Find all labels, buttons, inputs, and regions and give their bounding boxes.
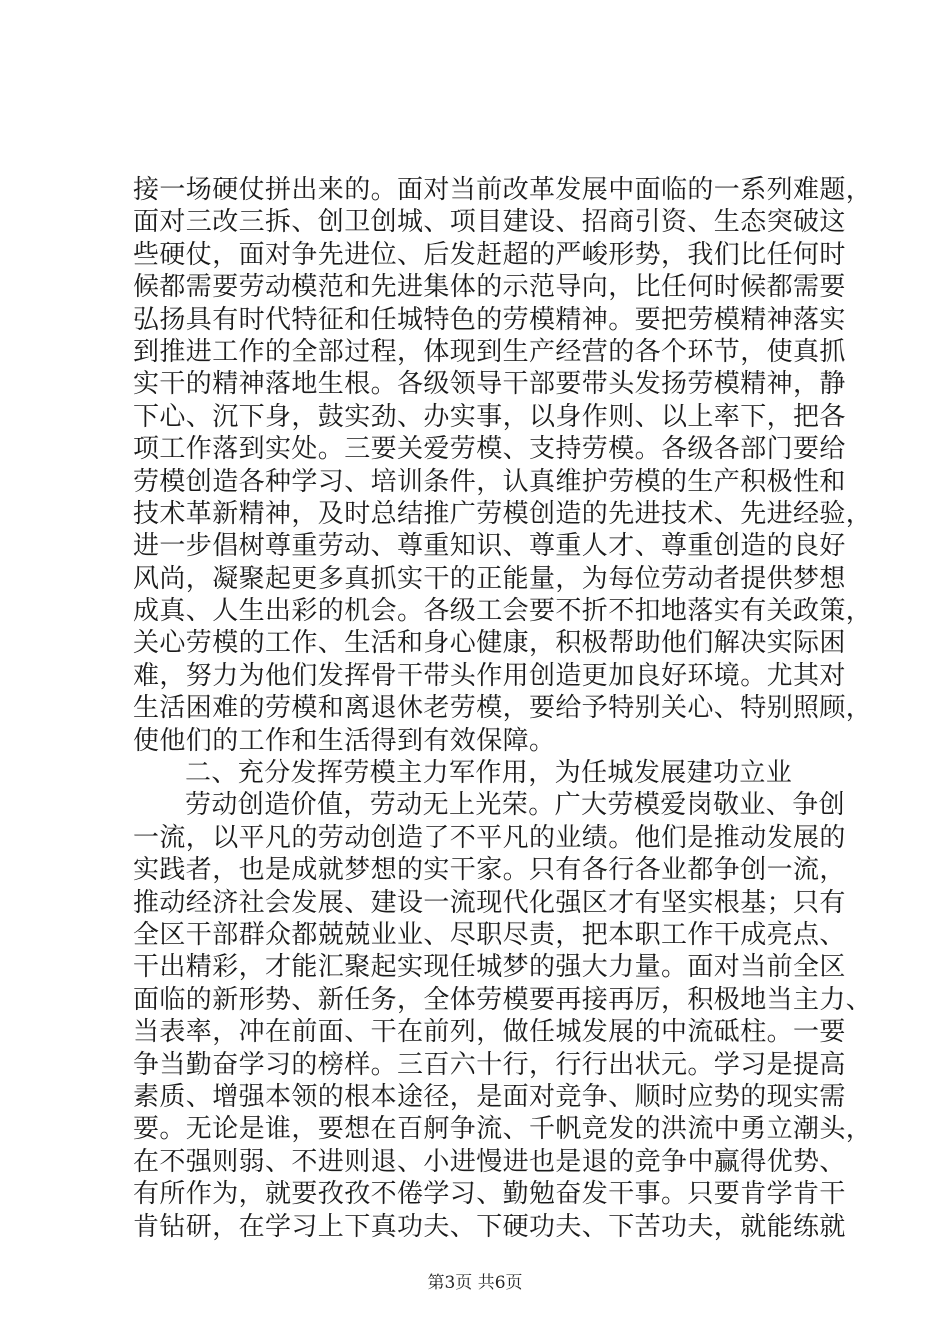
text-line: 候都需要劳动模范和先进集体的示范导向，比任何时候都需要 <box>133 272 846 303</box>
text-line: 一流，以平凡的劳动创造了不平凡的业绩。他们是推动发展的 <box>133 822 846 853</box>
text-line: 全区干部群众都兢兢业业、尽职尽责，把本职工作干成亮点、 <box>133 919 846 950</box>
document-body <box>133 174 873 1243</box>
text-line: 生活困难的劳模和离退休老劳模，要给予特别关心、特别照顾， <box>133 693 873 724</box>
text-line: 干出精彩，才能汇聚起实现任城梦的强大力量。面对当前全区 <box>133 952 846 983</box>
text-line: 面临的新形势、新任务，全体劳模要再接再厉，积极地当主力、 <box>133 984 873 1015</box>
text-line: 劳模创造各种学习、培训条件，认真维护劳模的生产积极性和 <box>133 466 846 497</box>
text-line: 使他们的工作和生活得到有效保障。 <box>133 725 556 756</box>
section-heading: 二、充分发挥劳模主力军作用，为任城发展建功立业 <box>185 758 793 789</box>
text-line: 技术革新精神，及时总结推广劳模创造的先进技术、先进经验， <box>133 498 873 529</box>
paragraph-first-line: 劳动创造价值，劳动无上光荣。广大劳模爱岗敬业、争创 <box>185 790 846 821</box>
text-line: 争当勤奋学习的榜样。三百六十行，行行出状元。学习是提高 <box>133 1049 846 1080</box>
text-line: 推动经济社会发展、建设一流现代化强区才有坚实根基；只有 <box>133 887 846 918</box>
text-line: 项工作落到实处。三要关爱劳模、支持劳模。各级各部门要给 <box>133 434 846 465</box>
page-number-footer: 第3页 共6页 <box>427 1273 523 1293</box>
text-line: 实干的精神落地生根。各级领导干部要带头发扬劳模精神，静 <box>133 369 846 400</box>
text-line: 接一场硬仗拼出来的。面对当前改革发展中面临的一系列难题， <box>133 175 873 205</box>
text-line: 进一步倡树尊重劳动、尊重知识、尊重人才、尊重创造的良好 <box>133 531 846 562</box>
text-line: 到推进工作的全部过程，体现到生产经营的各个环节，使真抓 <box>133 336 846 367</box>
text-line: 要。无论是谁，要想在百舸争流、千帆竞发的洪流中勇立潮头， <box>133 1114 873 1145</box>
text-line: 难，努力为他们发挥骨干带头作用创造更加良好环境。尤其对 <box>133 660 846 691</box>
text-line: 下心、沉下身，鼓实劲、办实事，以身作则、以上率下，把各 <box>133 401 846 432</box>
text-line: 面对三改三拆、创卫创城、项目建设、招商引资、生态突破这 <box>133 207 846 238</box>
text-line: 实践者，也是成就梦想的实干家。只有各行各业都争创一流， <box>133 855 846 886</box>
text-line: 素质、增强本领的根本途径，是面对竞争、顺时应势的现实需 <box>133 1081 846 1112</box>
text-line: 肯钻研，在学习上下真功夫、下硬功夫、下苦功夫，就能练就 <box>133 1211 846 1242</box>
text-line: 在不强则弱、不进则退、小进慢进也是退的竞争中赢得优势、 <box>133 1146 846 1177</box>
text-line: 成真、人生出彩的机会。各级工会要不折不扣地落实有关政策， <box>133 596 873 627</box>
text-line: 弘扬具有时代特征和任城特色的劳模精神。要把劳模精神落实 <box>133 304 846 335</box>
text-line: 有所作为，就要孜孜不倦学习、勤勉奋发干事。只要肯学肯干 <box>133 1179 846 1210</box>
text-line: 风尚，凝聚起更多真抓实干的正能量，为每位劳动者提供梦想 <box>133 563 846 594</box>
text-line: 关心劳模的工作、生活和身心健康，积极帮助他们解决实际困 <box>133 628 846 659</box>
text-line: 些硬仗，面对争先进位、后发赶超的严峻形势，我们比任何时 <box>133 239 846 270</box>
text-line: 当表率，冲在前面、干在前列，做任城发展的中流砥柱。一要 <box>133 1017 846 1048</box>
